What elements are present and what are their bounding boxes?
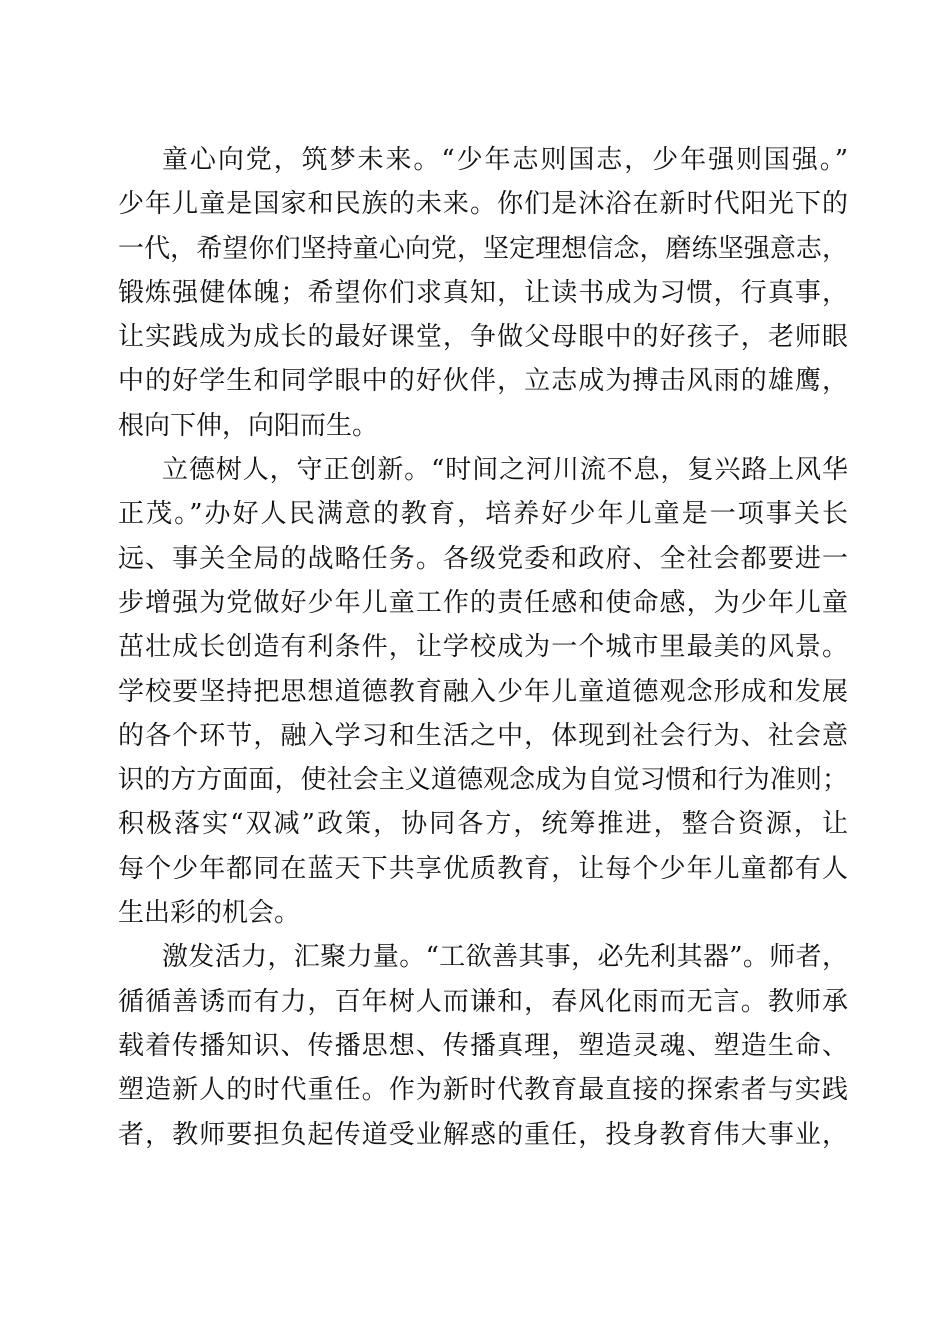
text-line: 远、事关全局的战略任务。各级党委和政府、全社会都要进一 bbox=[118, 543, 848, 574]
text-line: 根向下伸，向阳而生。 bbox=[118, 410, 379, 441]
text-line: 锻炼强健体魄；希望你们求真知，让读书成为习惯，行真事， bbox=[118, 277, 848, 308]
text-line: 立德树人，守正创新。“时间之河川流不息，复兴路上风华 bbox=[162, 455, 848, 486]
text-line: 茁壮成长创造有利条件，让学校成为一个城市里最美的风景。 bbox=[118, 632, 848, 663]
text-line: 塑造新人的时代重任。作为新时代教育最直接的探索者与实践 bbox=[118, 1075, 848, 1106]
text-line: 一代，希望你们坚持童心向党，坚定理想信念，磨练坚强意志， bbox=[118, 233, 848, 264]
text-line: 让实践成为成长的最好课堂，争做父母眼中的好孩子，老师眼 bbox=[118, 322, 848, 353]
text-line: 正茂。”办好人民满意的教育，培养好少年儿童是一项事关长 bbox=[118, 499, 848, 530]
text-line: 的各个环节，融入学习和生活之中，体现到社会行为、社会意 bbox=[118, 720, 848, 751]
text-line: 识的方方面面，使社会主义道德观念成为自觉习惯和行为准则； bbox=[118, 765, 848, 796]
text-line: 少年儿童是国家和民族的未来。你们是沐浴在新时代阳光下的 bbox=[118, 189, 848, 220]
text-line: 激发活力，汇聚力量。“工欲善其事，必先利其器”。师者， bbox=[162, 942, 848, 973]
text-line: 生出彩的机会。 bbox=[118, 898, 301, 929]
text-line: 中的好学生和同学眼中的好伙伴，立志成为搏击风雨的雄鹰， bbox=[118, 366, 848, 397]
document-body bbox=[118, 138, 848, 1157]
text-line: 载着传播知识、传播思想、传播真理，塑造灵魂、塑造生命、 bbox=[118, 1030, 848, 1061]
text-line: 童心向党，筑梦未来。“少年志则国志，少年强则国强。” bbox=[162, 145, 848, 175]
text-line: 者，教师要担负起传道受业解惑的重任，投身教育伟大事业， bbox=[118, 1119, 848, 1150]
text-line: 每个少年都同在蓝天下共享优质教育，让每个少年儿童都有人 bbox=[118, 853, 848, 884]
paragraph-3 bbox=[118, 935, 848, 1156]
text-line: 步增强为党做好少年儿童工作的责任感和使命感，为少年儿童 bbox=[118, 587, 848, 618]
paragraph-2 bbox=[118, 448, 848, 935]
text-line: 循循善诱而有力，百年树人而谦和，春风化雨而无言。教师承 bbox=[118, 986, 848, 1017]
paragraph-1 bbox=[118, 138, 848, 448]
text-line: 学校要坚持把思想道德教育融入少年儿童道德观念形成和发展 bbox=[118, 676, 848, 707]
text-line: 积极落实“双减”政策，协同各方，统筹推进，整合资源，让 bbox=[118, 809, 848, 840]
